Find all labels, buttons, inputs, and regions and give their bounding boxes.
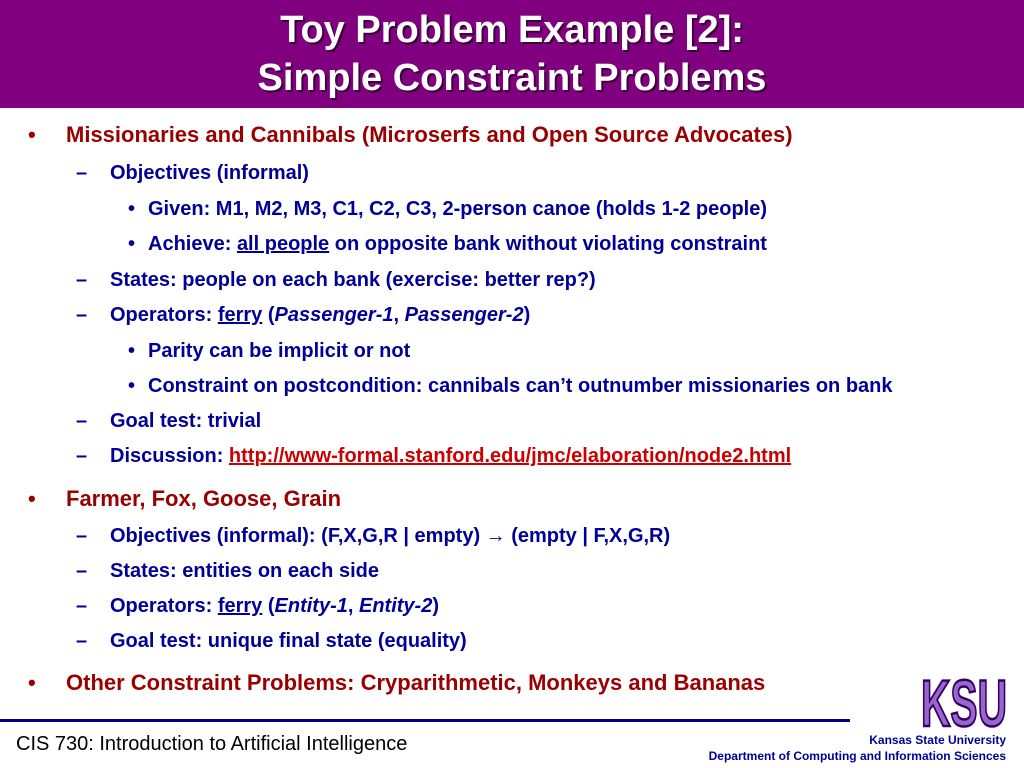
sub-bullet-text (110, 445, 791, 468)
text-segment: (empty | F,X,G,R) (505, 525, 671, 547)
sub-sub-bullet-text: Parity can be implicit or not (148, 340, 411, 362)
small-bullet-marker: • (128, 340, 136, 362)
bullet-text: Farmer, Fox, Goose, Grain (66, 486, 342, 511)
dash-marker: – (76, 304, 88, 326)
dash-marker: – (76, 630, 88, 652)
footer-course: CIS 730: Introduction to Artificial Intelligence (16, 733, 408, 755)
footer-department: Department of Computing and Information Sciences (708, 749, 1006, 763)
text-segment: Operators: (110, 595, 218, 617)
text-segment: ) (432, 595, 439, 617)
sub-bullet-text: Goal test: trivial (110, 410, 262, 432)
footer-divider (0, 719, 850, 722)
text-segment: ) (523, 304, 531, 326)
footer-university: Kansas State University (869, 733, 1006, 747)
sub-sub-bullet-text: Constraint on postcondition: cannibals can’t outnumber missionaries on bank (148, 375, 893, 397)
bullet-marker: • (28, 670, 36, 695)
small-bullet-marker: • (128, 198, 136, 220)
dash-marker: – (76, 595, 88, 617)
bullet-text: Other Constraint Problems: Cryparithmetic, Monkeys and Bananas (66, 670, 766, 695)
italic-text: Entity-2 (358, 595, 433, 617)
bullet-marker: • (28, 486, 36, 511)
sub-bullet-text: States: entities on each side (110, 560, 379, 582)
underlined-text: ferry (217, 304, 263, 326)
text-segment: ( (262, 304, 275, 326)
sub-bullet-text: Goal test: unique final state (equality) (110, 630, 467, 652)
sub-sub-bullet-text (148, 233, 767, 256)
bullet-text: Missionaries and Cannibals (Microserfs and Open Source Advocates) (66, 122, 793, 147)
text-segment: ( (262, 595, 275, 617)
dash-marker: – (76, 525, 88, 547)
small-bullet-marker: • (128, 233, 136, 255)
dash-marker: – (76, 269, 88, 291)
italic-text: Entity-1 (274, 595, 348, 617)
italic-text: Passenger-2 (404, 304, 524, 326)
title-bar (0, 0, 1024, 108)
sub-bullet-text (110, 304, 530, 327)
bullet-marker: • (28, 122, 36, 147)
text-segment: Objectives (informal): (F,X,G,R | empty) (110, 525, 486, 547)
dash-marker: – (76, 162, 88, 184)
text-segment: Discussion: (110, 445, 229, 467)
sub-bullet-text: Objectives (informal) (110, 162, 309, 184)
slide-title-line-1: Toy Problem Example [2]: (280, 9, 744, 51)
dash-marker: – (76, 560, 88, 582)
ksu-logo (918, 662, 1010, 734)
dash-marker: – (76, 410, 88, 432)
text-segment: on opposite bank without violating constraint (329, 233, 767, 255)
italic-text: Passenger-1 (274, 304, 394, 326)
small-bullet-marker: • (128, 375, 136, 397)
text-segment: , (393, 304, 405, 326)
sub-bullet-text (110, 595, 439, 618)
slide-title-line-2: Simple Constraint Problems (257, 57, 767, 99)
right-arrow-icon: → (485, 525, 506, 547)
sub-sub-bullet-text: Given: M1, M2, M3, C1, C2, C3, 2-person canoe (holds 1-2 people) (148, 198, 768, 220)
text-segment: Operators: (110, 304, 218, 326)
text-segment: Achieve: (148, 233, 237, 255)
dash-marker: – (76, 445, 88, 467)
sub-bullet-text (110, 525, 670, 548)
discussion-link[interactable]: http://www-formal.stanford.edu/jmc/elaboration/node2.html (228, 445, 792, 467)
svg-text:KSU: KSU (921, 666, 1007, 734)
text-segment: , (347, 595, 359, 617)
underlined-text: all people (236, 233, 330, 255)
sub-bullet-text: States: people on each bank (exercise: better rep?) (110, 269, 596, 291)
underlined-text: ferry (217, 595, 263, 617)
